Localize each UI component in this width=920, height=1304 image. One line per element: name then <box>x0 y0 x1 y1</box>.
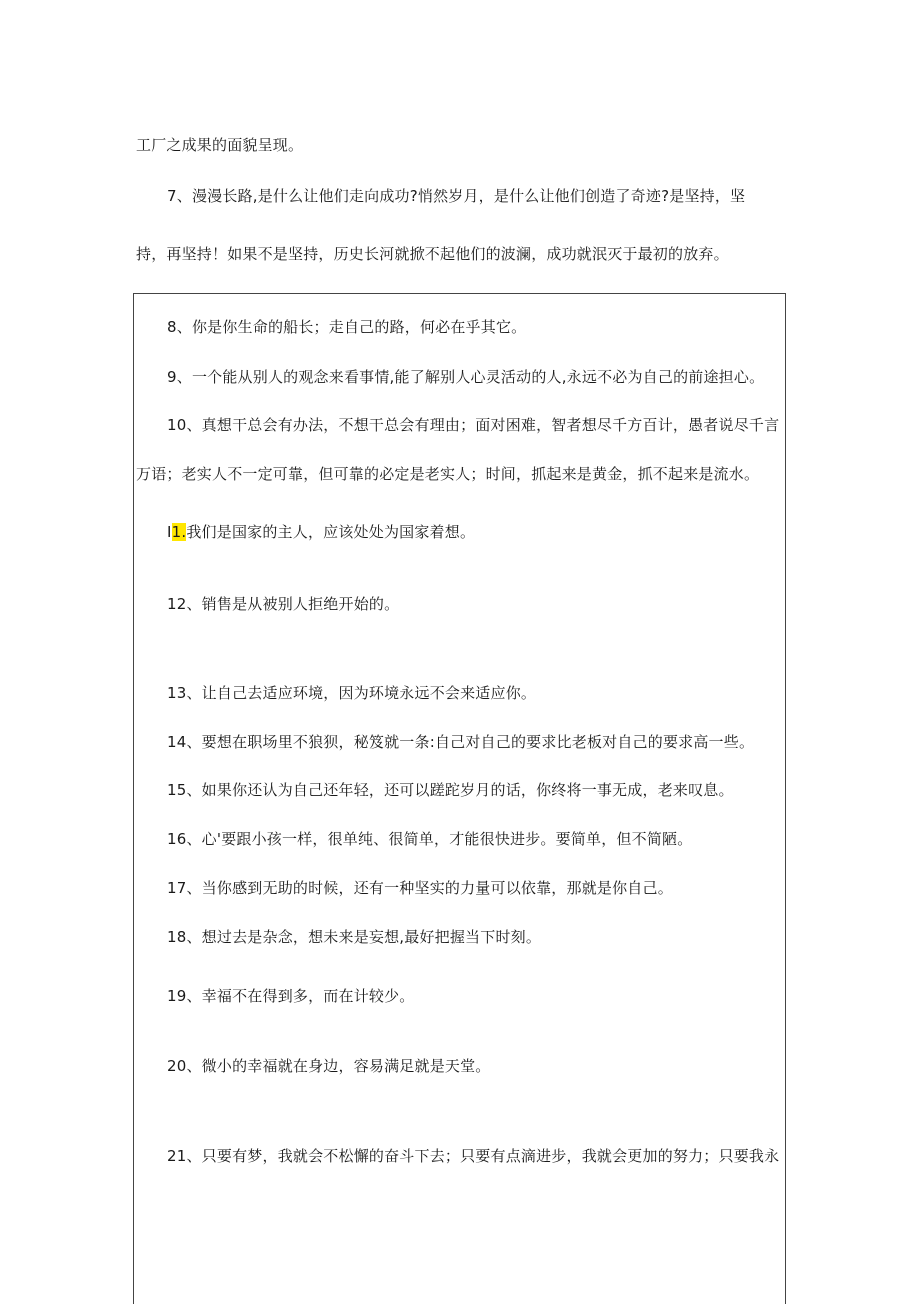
item-11-highlight: 1. <box>171 523 187 541</box>
item-12: 12、销售是从被别人拒绝开始的。 <box>167 595 400 613</box>
item-13: 13、让自己去适应环境，因为环境永远不会来适应你。 <box>167 684 537 702</box>
item-16: 16、心'要跟小孩一样，很单纯、很简单，才能很快进步。要简单，但不简陋。 <box>167 830 693 848</box>
item-8: 8、你是你生命的船长；走自己的路，何必在乎其它。 <box>167 318 527 336</box>
item-10-line-1: 10、真想干总会有办法，不想干总会有理由；面对困难，智者想尽千方百计，愚者说尽千言 <box>167 416 780 434</box>
item-14: 14、要想在职场里不狼狈，秘笈就一条:自己对自己的要求比老板对自己的要求高一些。 <box>167 733 755 751</box>
item-21: 21、只要有梦，我就会不松懈的奋斗下去；只要有点滴进步，我就会更加的努力；只要我永 <box>167 1147 780 1165</box>
item-11 <box>167 522 475 542</box>
text-line-2: 7、漫漫长路,是什么让他们走向成功?悄然岁月，是什么让他们创造了奇迹?是坚持，坚 <box>167 187 746 205</box>
item-20: 20、微小的幸福就在身边，容易满足就是天堂。 <box>167 1057 491 1075</box>
text-line-1: 工厂之成果的面貌呈现。 <box>136 136 304 154</box>
text-line-3: 持，再坚持！如果不是坚持，历史长河就掀不起他们的波澜，成功就泯灭于最初的放弃。 <box>136 245 729 263</box>
item-9: 9、一个能从别人的观念来看事情,能了解别人心灵活动的人,永远不必为自己的前途担心。 <box>167 368 765 386</box>
item-18: 18、想过去是杂念，想未来是妄想,最好把握当下时刻。 <box>167 928 542 946</box>
item-15: 15、如果你还认为自己还年轻，还可以蹉跎岁月的话，你终将一事无成，老来叹息。 <box>167 781 734 799</box>
item-11-prefix: I <box>167 523 172 541</box>
item-17: 17、当你感到无助的时候，还有一种坚实的力量可以依靠，那就是你自己。 <box>167 879 673 897</box>
item-11-text: 我们是国家的主人，应该处处为国家着想。 <box>186 523 476 541</box>
item-10-line-2: 万语；老实人不一定可靠，但可靠的必定是老实人；时间，抓起来是黄金，抓不起来是流水。 <box>136 465 760 483</box>
item-19: 19、幸福不在得到多，而在计较少。 <box>167 987 415 1005</box>
